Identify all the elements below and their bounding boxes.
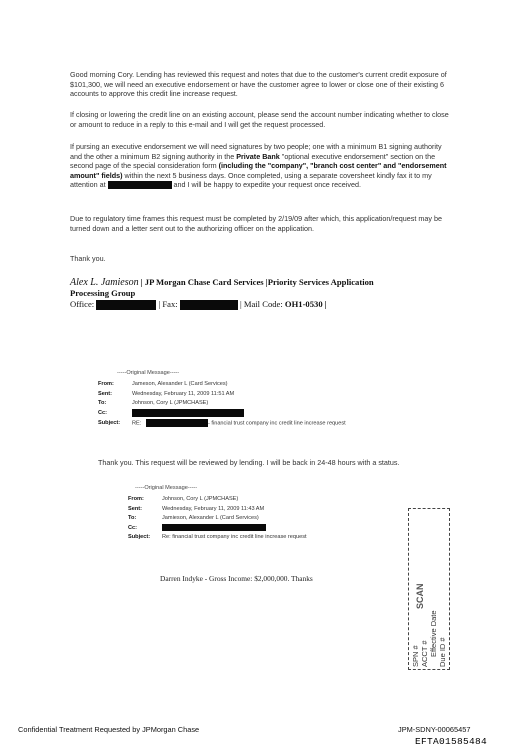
- private-bank-text: Private Bank: [236, 151, 280, 161]
- subject-suffix: - financial trust company inc credit line increase request: [208, 420, 346, 427]
- to-label: To:: [98, 400, 107, 407]
- stamp-scan: SCAN: [415, 583, 425, 609]
- stamp-spn: SPN #: [411, 645, 420, 667]
- message-2-body: Darren Indyke - Gross Income: $2,000,000. Thanks: [160, 574, 313, 583]
- subject-prefix: RE:: [132, 420, 142, 427]
- message-1-body: Thank you. This request will be reviewed by lending. I will be back in 24-48 hours with a status.: [98, 458, 400, 467]
- from-label: From:: [98, 381, 114, 387]
- redacted-cc: [132, 409, 244, 417]
- subject-label: Subject:: [128, 534, 151, 541]
- to-value: Jamieson, Alexander L (Card Services): [162, 515, 259, 522]
- fax-label: | Fax:: [158, 299, 178, 309]
- redacted-office: [96, 300, 156, 310]
- para3-text-b: "optional executive endorsement" section on the second page of the special consideration form: [70, 151, 436, 171]
- paragraph-deadline: Due to regulatory time frames this request must be completed by 2/19/09 after which, this application/request may be turned down and a letter sent out to the authorizing officer on the application.: [70, 214, 442, 233]
- msg1-subject-row: [98, 419, 428, 429]
- thank-you-text: Thank you.: [70, 254, 106, 263]
- sender-name: Alex L. Jamieson: [70, 277, 139, 288]
- to-value: Johnson, Cory L (JPMCHASE): [132, 400, 209, 407]
- signature-line-3: [70, 299, 470, 310]
- signature-group: Processing Group: [70, 288, 136, 298]
- sent-value: Wednesday, February 11, 2009 11:51 AM: [132, 390, 235, 397]
- sent-value: Wednesday, February 11, 2009 11:43 AM: [162, 505, 265, 512]
- subject-label: Subject:: [98, 420, 121, 427]
- mail-label: | Mail Code:: [239, 299, 285, 309]
- original-message-2: -----Original Message-----: [135, 485, 198, 491]
- paragraph-closing-option: If closing or lowering the credit line on an existing account, please send the account number indicating whether to close or amount to reduce in a reply to this e-mail and I will get the request processed.: [70, 110, 449, 129]
- stamp-acct: ACCT #: [420, 640, 429, 667]
- msg1-to-row: [98, 399, 428, 409]
- to-label: To:: [128, 515, 137, 522]
- sent-label: Sent:: [98, 390, 112, 397]
- signature-line-2: [70, 288, 470, 299]
- para3-text-d: and I will be happy to expedite your request once received.: [171, 180, 361, 190]
- msg1-cc-row: [98, 409, 428, 419]
- signature-block: [70, 277, 470, 310]
- office-label: Office:: [70, 299, 95, 309]
- msg2-subject-row: [128, 533, 418, 543]
- para3-text-c: within the next 5 business days. Once completed, using a separate coversheet kindly fax it to my attention at: [70, 170, 432, 190]
- msg1-from-row: [98, 380, 428, 390]
- redacted-cc: [162, 524, 266, 531]
- stamp-effective-date: Effective Date: [429, 610, 438, 657]
- paragraph-executive-endorsement: [70, 142, 450, 190]
- from-label: From:: [128, 496, 144, 502]
- fields-text: (including the "company", "branch cost center" and "endorsement amount" fields): [70, 161, 447, 180]
- redacted-fax-number: [180, 300, 238, 310]
- redacted-subject: [146, 419, 208, 427]
- from-value: Johnson, Cory L (JPMCHASE): [162, 496, 239, 502]
- msg2-sent-row: [128, 505, 418, 515]
- message-1-header: [98, 380, 428, 429]
- subject-value: Re: financial trust company inc credit line increase request: [162, 534, 307, 541]
- para3-text-a: If pursing an executive endorsement we will need signatures by two people; one with a minimum B1 signing authority and the other a minimum B2 signing authority in the: [70, 142, 442, 161]
- msg2-from-row: [128, 495, 418, 505]
- scan-stamp-box: [408, 508, 450, 670]
- sent-label: Sent:: [128, 505, 142, 512]
- msg2-to-row: [128, 514, 418, 524]
- message-2-header: [128, 495, 418, 543]
- signature-line-1: [70, 277, 470, 288]
- footer-bates-number: EFTA01585484: [415, 736, 488, 747]
- original-message-1: -----Original Message-----: [117, 370, 180, 376]
- msg2-cc-row: [128, 524, 418, 534]
- signature-org: | JP Morgan Chase Card Services |Priority Services Application: [138, 277, 374, 287]
- cc-label: Cc:: [98, 410, 108, 417]
- cc-label: Cc:: [128, 524, 138, 531]
- msg1-sent-row: [98, 390, 428, 400]
- redacted-fax: [108, 181, 172, 189]
- footer-production-number: JPM-SDNY-00065457: [398, 725, 471, 734]
- stamp-due-id: Due ID #: [438, 637, 447, 667]
- paragraph-exposure: Good morning Cory. Lending has reviewed this request and notes that due to the customer's current credit exposure of $101,300, we will need an executive endorsement or have the customer agree to lower or close one of their existing 6 accounts to approve this credit line increase request.: [70, 70, 447, 99]
- footer-confidential: Confidential Treatment Requested by JPMorgan Chase: [18, 725, 200, 734]
- mail-code: OH1-0530 |: [284, 299, 327, 309]
- from-value: Jameson, Alexander L (Card Services): [132, 381, 228, 387]
